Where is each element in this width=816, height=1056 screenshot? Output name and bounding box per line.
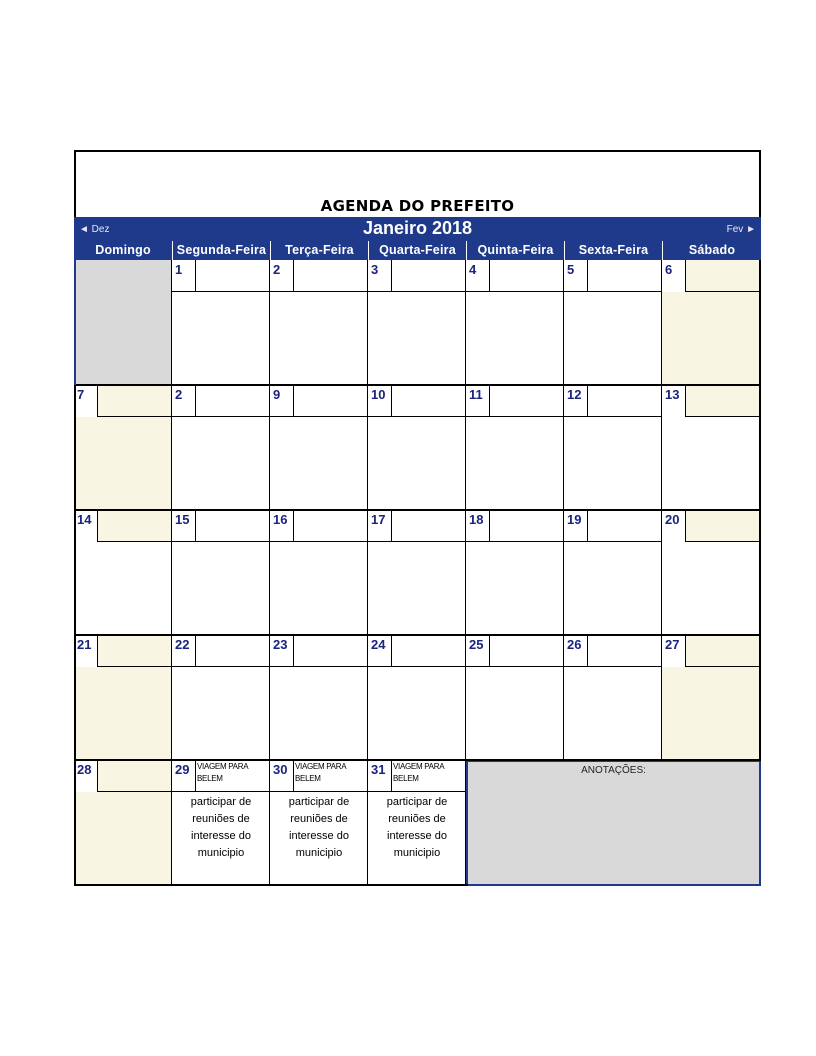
col-divider bbox=[661, 635, 662, 760]
grid-border-bottom bbox=[74, 884, 468, 886]
day-number: 21 bbox=[74, 635, 98, 667]
event-title: VIAGEM PARA BELEM bbox=[393, 762, 444, 783]
first-row-accent bbox=[74, 260, 76, 385]
day-number: 29 bbox=[172, 760, 196, 792]
day-header bbox=[466, 510, 564, 542]
col-divider bbox=[367, 760, 368, 886]
day-number: 3 bbox=[368, 260, 392, 292]
day-header bbox=[172, 510, 270, 542]
day-cell[interactable] bbox=[270, 385, 368, 510]
row-divider bbox=[74, 509, 761, 511]
weekday-header bbox=[74, 241, 761, 260]
day-cell[interactable] bbox=[466, 260, 564, 385]
day-cell[interactable] bbox=[662, 385, 761, 510]
day-number: 30 bbox=[270, 760, 294, 792]
col-divider bbox=[563, 635, 564, 760]
month-title: Janeiro 2018 bbox=[362, 218, 473, 238]
day-cell[interactable] bbox=[270, 760, 368, 886]
day-number: 20 bbox=[662, 510, 686, 542]
col-divider bbox=[661, 510, 662, 635]
col-divider bbox=[465, 385, 466, 510]
day-cell[interactable] bbox=[466, 510, 564, 635]
col-divider bbox=[171, 385, 172, 510]
day-cell[interactable] bbox=[74, 635, 172, 760]
day-cell[interactable] bbox=[368, 635, 466, 760]
calendar-grid bbox=[74, 260, 761, 886]
day-header bbox=[74, 385, 172, 417]
day-number: 14 bbox=[74, 510, 98, 542]
day-header bbox=[270, 385, 368, 417]
day-number: 19 bbox=[564, 510, 588, 542]
day-number: 15 bbox=[172, 510, 196, 542]
day-header bbox=[662, 510, 761, 542]
day-header bbox=[564, 635, 662, 667]
day-number: 5 bbox=[564, 260, 588, 292]
row-divider bbox=[74, 634, 761, 636]
day-header bbox=[74, 635, 172, 667]
day-number: 10 bbox=[368, 385, 392, 417]
col-divider bbox=[367, 510, 368, 635]
day-number: 22 bbox=[172, 635, 196, 667]
col-divider bbox=[269, 635, 270, 760]
day-number: 25 bbox=[466, 635, 490, 667]
day-header bbox=[368, 385, 466, 417]
day-header bbox=[662, 385, 761, 417]
col-divider bbox=[171, 635, 172, 760]
day-cell[interactable] bbox=[270, 510, 368, 635]
row-divider bbox=[74, 384, 761, 386]
day-number: 27 bbox=[662, 635, 686, 667]
day-header bbox=[466, 385, 564, 417]
col-divider bbox=[563, 510, 564, 635]
weekday-monday: Segunda-Feira bbox=[172, 241, 270, 260]
weekday-wednesday: Quarta-Feira bbox=[368, 241, 466, 260]
day-header bbox=[564, 510, 662, 542]
day-number: 2 bbox=[270, 260, 294, 292]
day-cell[interactable] bbox=[466, 385, 564, 510]
day-header bbox=[172, 760, 270, 792]
day-cell[interactable] bbox=[564, 635, 662, 760]
day-number: 16 bbox=[270, 510, 294, 542]
day-number: 23 bbox=[270, 635, 294, 667]
day-cell[interactable] bbox=[172, 385, 270, 510]
weekday-friday: Sexta-Feira bbox=[564, 241, 662, 260]
day-cell[interactable] bbox=[172, 635, 270, 760]
col-divider bbox=[465, 635, 466, 760]
col-divider bbox=[269, 510, 270, 635]
day-cell[interactable] bbox=[270, 635, 368, 760]
event-title: VIAGEM PARA BELEM bbox=[197, 762, 248, 783]
weekday-saturday: Sábado bbox=[662, 241, 761, 260]
event-note: participar de reuniões de interesse do municipio bbox=[386, 796, 448, 859]
day-number: 12 bbox=[564, 385, 588, 417]
col-divider bbox=[563, 385, 564, 510]
day-cell[interactable] bbox=[368, 510, 466, 635]
day-header bbox=[368, 510, 466, 542]
day-cell[interactable] bbox=[662, 260, 761, 385]
day-cell[interactable] bbox=[662, 635, 761, 760]
day-number: 9 bbox=[270, 385, 294, 417]
day-cell[interactable] bbox=[172, 510, 270, 635]
title-box bbox=[74, 150, 761, 217]
col-divider bbox=[171, 510, 172, 635]
day-header bbox=[74, 510, 172, 542]
day-header bbox=[368, 260, 466, 292]
col-divider bbox=[171, 760, 172, 886]
day-header bbox=[466, 635, 564, 667]
day-number: 2 bbox=[172, 385, 196, 417]
col-divider bbox=[367, 635, 368, 760]
day-cell[interactable] bbox=[172, 760, 270, 886]
day-header bbox=[564, 385, 662, 417]
day-number: 1 bbox=[172, 260, 196, 292]
col-divider bbox=[563, 260, 564, 385]
page-title: AGENDA DO PREFEITO bbox=[320, 197, 515, 215]
day-header bbox=[172, 635, 270, 667]
day-header bbox=[368, 635, 466, 667]
col-divider bbox=[269, 260, 270, 385]
col-divider bbox=[171, 260, 172, 385]
day-number: 4 bbox=[466, 260, 490, 292]
day-number: 31 bbox=[368, 760, 392, 792]
month-bar bbox=[74, 217, 761, 241]
day-header bbox=[662, 635, 761, 667]
day-number: 7 bbox=[74, 385, 98, 417]
day-cell[interactable] bbox=[74, 760, 172, 886]
day-number: 26 bbox=[564, 635, 588, 667]
day-cell[interactable] bbox=[564, 260, 662, 385]
next-month-link[interactable]: Fev ► bbox=[726, 224, 756, 235]
day-cell[interactable] bbox=[564, 510, 662, 635]
day-header bbox=[270, 510, 368, 542]
day-header bbox=[368, 760, 466, 792]
day-header bbox=[564, 260, 662, 292]
day-number: 28 bbox=[74, 760, 98, 792]
calendar bbox=[74, 150, 761, 886]
day-number: 18 bbox=[466, 510, 490, 542]
day-cell[interactable] bbox=[270, 260, 368, 385]
day-cell[interactable] bbox=[662, 510, 761, 635]
day-header bbox=[172, 260, 270, 292]
day-number: 17 bbox=[368, 510, 392, 542]
weekday-sunday: Domingo bbox=[95, 243, 151, 257]
empty-cell bbox=[74, 260, 172, 385]
notes-label: ANOTAÇÕES: bbox=[581, 765, 646, 776]
row-divider bbox=[74, 759, 761, 761]
col-divider bbox=[465, 760, 466, 886]
col-divider bbox=[367, 385, 368, 510]
col-divider bbox=[269, 760, 270, 886]
event-note: participar de reuniões de interesse do municipio bbox=[190, 796, 252, 859]
day-header bbox=[270, 635, 368, 667]
event-note: participar de reuniões de interesse do municipio bbox=[288, 796, 350, 859]
day-header bbox=[662, 260, 761, 292]
day-cell[interactable] bbox=[172, 260, 270, 385]
col-divider bbox=[661, 385, 662, 510]
col-divider bbox=[465, 510, 466, 635]
day-cell[interactable] bbox=[564, 385, 662, 510]
day-header bbox=[466, 260, 564, 292]
notes-area[interactable] bbox=[466, 760, 761, 886]
day-number: 6 bbox=[662, 260, 686, 292]
col-divider bbox=[465, 260, 466, 385]
col-divider bbox=[269, 385, 270, 510]
day-number: 11 bbox=[466, 385, 490, 417]
weekday-thursday: Quinta-Feira bbox=[466, 241, 564, 260]
day-cell[interactable] bbox=[368, 385, 466, 510]
day-cell[interactable] bbox=[368, 760, 466, 886]
day-header bbox=[270, 260, 368, 292]
day-header bbox=[74, 760, 172, 792]
day-cell[interactable] bbox=[466, 635, 564, 760]
day-header bbox=[172, 385, 270, 417]
day-cell[interactable] bbox=[368, 260, 466, 385]
prev-month-link[interactable]: ◄ Dez bbox=[79, 224, 110, 235]
day-number: 24 bbox=[368, 635, 392, 667]
day-header bbox=[270, 760, 368, 792]
day-cell[interactable] bbox=[74, 510, 172, 635]
day-cell[interactable] bbox=[74, 385, 172, 510]
event-title: VIAGEM PARA BELEM bbox=[295, 762, 346, 783]
col-divider bbox=[367, 260, 368, 385]
col-divider bbox=[661, 260, 662, 385]
weekday-tuesday: Terça-Feira bbox=[270, 241, 368, 260]
day-number: 13 bbox=[662, 385, 686, 417]
